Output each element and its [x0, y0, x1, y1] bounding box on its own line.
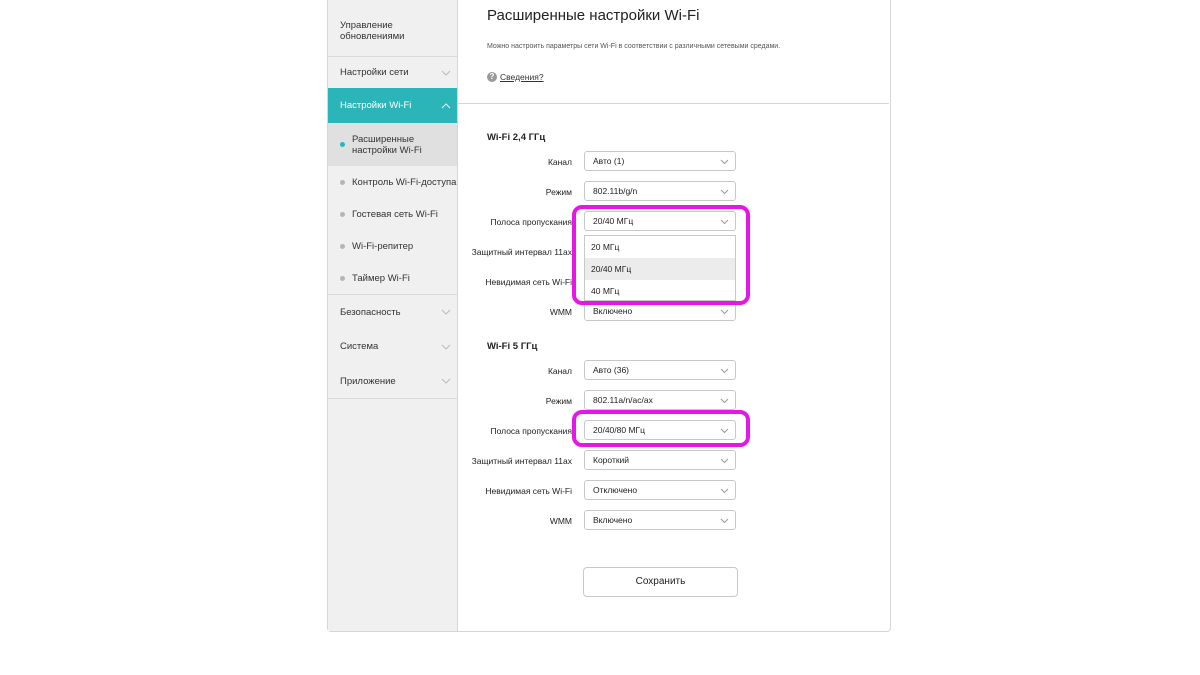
- wmm-select-24[interactable]: [584, 301, 736, 321]
- sidebar-item-security[interactable]: [328, 295, 457, 329]
- save-button[interactable]: Сохранить: [583, 567, 738, 597]
- select-value: 20/40/80 МГц: [593, 425, 646, 435]
- chevron-down-icon: [441, 68, 451, 78]
- chevron-down-icon: [720, 396, 729, 405]
- sidebar-subitem-advanced-wifi[interactable]: [328, 123, 457, 166]
- sidebar-subitem-label: Гостевая сеть Wi-Fi: [352, 208, 438, 220]
- sidebar-item-label: Приложение: [340, 375, 396, 387]
- chevron-up-icon: [441, 101, 451, 111]
- mode-select-24[interactable]: [584, 181, 736, 201]
- sidebar-item-wifi-settings[interactable]: [328, 88, 457, 123]
- select-value: Включено: [593, 515, 633, 525]
- sidebar-item-label: Настройки Wi-Fi: [340, 100, 412, 111]
- sidebar-item-label: Система: [340, 341, 379, 352]
- sidebar-subitem-access-control[interactable]: [328, 166, 457, 198]
- bandwidth-select-24[interactable]: [584, 211, 736, 231]
- sidebar-item-label: Настройки сети: [340, 67, 409, 78]
- bandwidth-dropdown-24: [584, 235, 736, 301]
- chevron-down-icon: [441, 342, 451, 352]
- sidebar-item-network-settings[interactable]: [328, 57, 457, 88]
- sidebar-item-system[interactable]: [328, 329, 457, 364]
- sidebar-subitem-label: Контроль Wi-Fi-доступа: [352, 176, 457, 188]
- field-label: Защитный интервал 11ax: [471, 247, 572, 257]
- chevron-down-icon: [720, 217, 729, 226]
- select-value: 802.11b/g/n: [593, 186, 638, 196]
- field-label: Защитный интервал 11ax: [471, 456, 572, 466]
- sidebar-nav: [328, 0, 457, 399]
- page-description: Можно настроить параметры сети Wi-Fi в соответствии с различными сетевыми средами.: [487, 43, 781, 50]
- field-label: WMM: [549, 516, 572, 526]
- bullet-dot-icon: [340, 244, 345, 249]
- page-title: Расширенные настройки Wi-Fi: [487, 7, 700, 24]
- field-label: Канал: [547, 366, 572, 376]
- select-value: Авто (36): [593, 365, 630, 375]
- select-value: Авто (1): [593, 156, 625, 166]
- sidebar-subitem-guest-network[interactable]: [328, 198, 457, 230]
- chevron-down-icon: [720, 157, 729, 166]
- chevron-down-icon: [720, 426, 729, 435]
- channel-select-5[interactable]: [584, 360, 736, 380]
- help-link-row[interactable]: [487, 72, 544, 82]
- guard-interval-select-5[interactable]: [584, 450, 736, 470]
- help-link[interactable]: Сведения?: [500, 72, 544, 82]
- field-label: Невидимая сеть Wi-Fi: [485, 277, 572, 287]
- select-value: Короткий: [593, 455, 630, 465]
- question-icon: ?: [487, 72, 497, 82]
- field-label: Полоса пропускания: [490, 426, 572, 436]
- chevron-down-icon: [720, 516, 729, 525]
- chevron-down-icon: [720, 486, 729, 495]
- dropdown-option[interactable]: 40 МГц: [591, 286, 620, 296]
- bullet-dot-icon: [340, 212, 345, 217]
- sidebar-subitem-label: Wi-Fi-репитер: [352, 240, 414, 252]
- chevron-down-icon: [720, 307, 729, 316]
- sidebar-item-application[interactable]: [328, 364, 457, 398]
- bullet-dot-icon: [340, 276, 345, 281]
- wmm-select-5[interactable]: [584, 510, 736, 530]
- sidebar-subitem-repeater[interactable]: [328, 230, 457, 262]
- chevron-down-icon: [441, 307, 451, 317]
- section-title-24ghz: Wi-Fi 2,4 ГГц: [487, 132, 546, 143]
- bullet-dot-icon: [340, 180, 345, 185]
- dropdown-option[interactable]: 20/40 МГц: [585, 258, 735, 280]
- select-value: Включено: [593, 306, 633, 316]
- bandwidth-select-5[interactable]: [584, 420, 736, 440]
- select-value: Отключено: [593, 485, 638, 495]
- sidebar-subitem-timer[interactable]: [328, 262, 457, 294]
- bullet-dot-icon: [340, 142, 345, 147]
- sidebar-item-update-management[interactable]: [328, 0, 457, 56]
- select-value: 802.11a/n/ac/ax: [593, 395, 653, 405]
- section-title-5ghz: Wi-Fi 5 ГГц: [487, 341, 538, 352]
- select-value: 20/40 МГц: [593, 216, 634, 226]
- field-label: Невидимая сеть Wi-Fi: [485, 486, 572, 496]
- channel-select-24[interactable]: [584, 151, 736, 171]
- mode-select-5[interactable]: [584, 390, 736, 410]
- field-label: Полоса пропускания: [490, 217, 572, 227]
- sidebar-item-label: Безопасность: [340, 306, 401, 318]
- field-label: Режим: [545, 396, 572, 406]
- chevron-down-icon: [720, 366, 729, 375]
- field-label: Режим: [545, 187, 572, 197]
- chevron-down-icon: [720, 456, 729, 465]
- chevron-down-icon: [720, 187, 729, 196]
- chevron-down-icon: [441, 376, 451, 386]
- field-label: Канал: [547, 157, 572, 167]
- header-divider: [458, 103, 889, 104]
- sidebar-item-label: Управление обновлениями: [340, 20, 405, 42]
- main-content: [458, 0, 889, 631]
- sidebar-subitem-label: Расширенные настройки Wi-Fi: [352, 133, 422, 156]
- sidebar-divider: [328, 398, 457, 399]
- dropdown-option[interactable]: 20 МГц: [591, 242, 620, 252]
- hidden-network-select-5[interactable]: [584, 480, 736, 500]
- field-label: WMM: [549, 307, 572, 317]
- sidebar-subitem-label: Таймер Wi-Fi: [352, 272, 410, 284]
